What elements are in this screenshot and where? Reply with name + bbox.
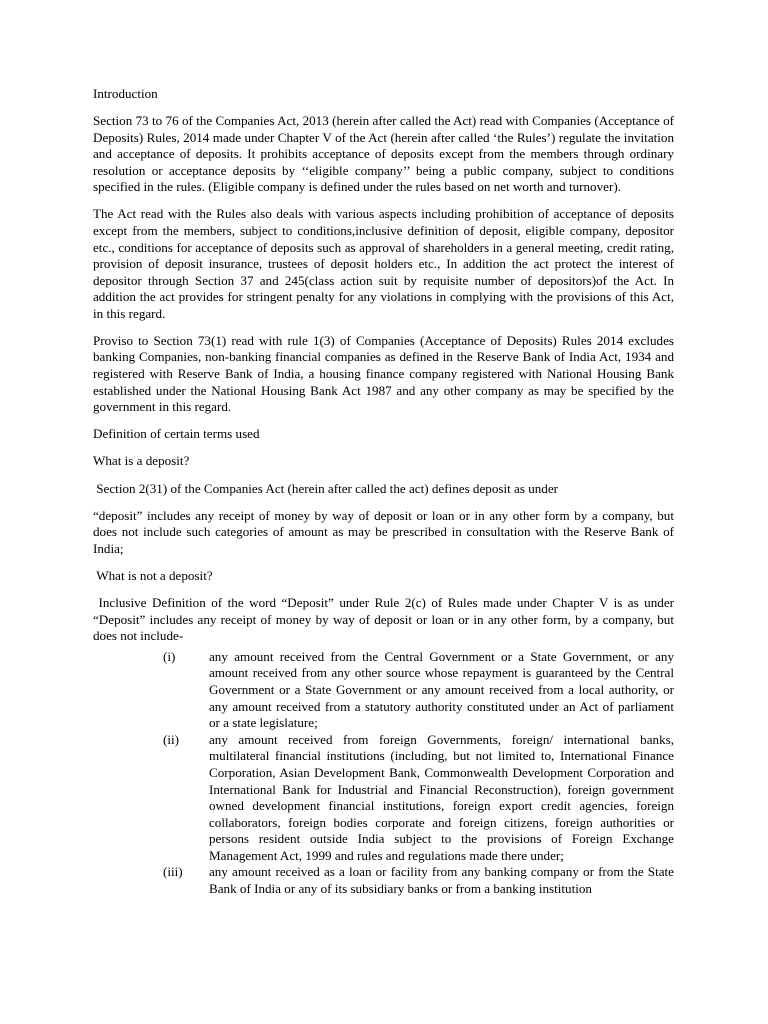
paragraph: Section 73 to 76 of the Companies Act, 2013 (herein after called the Act) read with Companies (Acceptance of Deposits) Rules, 2014 made under Chapter V of the Act (herein after called ‘the Rules’) regulate the invitation and acceptance of deposits. It prohibits acceptance of deposits except from the members through ordinary resolution or acceptance deposits by ‘‘eligible company’’ being a public company, subject to conditions specified in the rules. (Eligible company is defined under the rules based on net worth and turnover). — [93, 112, 674, 195]
deposit-definition: “deposit” includes any receipt of money by way of deposit or loan or in any other form by a company, but does not include such categories of amount as may be prescribed in consultation with the Reserve Bank of India; — [93, 507, 674, 556]
list-item-number: (iii) — [163, 864, 183, 880]
question-what-is-not-deposit: What is not a deposit? — [93, 567, 213, 583]
section-heading-introduction: Introduction — [93, 86, 158, 101]
list-item-text: any amount received as a loan or facility from any banking company or from the State Bank of India or any of its subsidiary banks or from a banking institution — [209, 864, 674, 897]
question-what-is-deposit: What is a deposit? — [93, 453, 190, 469]
list-item — [93, 864, 674, 897]
list-item — [93, 649, 674, 732]
list-item-number: (i) — [163, 648, 176, 664]
section-reference: Section 2(31) of the Companies Act (herein after called the act) defines deposit as under — [93, 480, 559, 496]
section-heading-definitions: Definition of certain terms used — [93, 426, 260, 442]
paragraph: The Act read with the Rules also deals with various aspects including prohibition of acceptance of deposits except from the members, subject to conditions,inclusive definition of deposit, eligible company, depositor etc., conditions for acceptance of deposits such as approval of shareholders in a general meeting, credit rating, provision of deposit insurance, trustees of deposit holders etc., In addition the act protect the interest of depositor through Section 37 and 245(class action suit by requisite number of depositors)of the Act. In addition the act provides for stringent penalty for any violations in complying with the provisions of this Act, in this regard. — [93, 206, 674, 321]
paragraph: Proviso to Section 73(1) read with rule 1(3) of Companies (Acceptance of Deposits) Rules 2014 excludes banking Companies, non-banking financial companies as defined in the Reserve Bank of India Act, 1934 and registered with Reserve Bank of India, a housing finance company registered with National Housing Bank established under the National Housing Bank Act 1987 and any other company as may be specified by the government in this regard. — [93, 332, 674, 415]
inclusive-definition: Inclusive Definition of the word “Deposit” under Rule 2(c) of Rules made under Chapter V is as under “Deposit” includes any receipt of money by way of deposit or loan or in any other form, by a company, but does not include- — [93, 594, 678, 644]
list-item-text: any amount received from the Central Government or a State Government, or any amount received from any other source whose repayment is guaranteed by the Central Government or a State Government or any amount received from a local authority, or any amount received from a statutory authority constituted under an Act of parliament or a state legislature; — [209, 648, 674, 731]
exclusions-list — [93, 649, 674, 898]
list-item-text: any amount received from foreign Governments, foreign/ international banks, multilateral financial institutions (including, but not limited to, International Finance Corporation, Asian Development Bank, Commonwealth Development Corporation and International Bank for Industrial and Financial Reconstruction), foreign government owned development financial institutions, foreign export credit agencies, foreign collaborators, foreign bodies corporate and foreign citizens, foreign authorities or persons resident outside India subject to the provisions of Foreign Exchange Management Act, 1999 and rules and regulations made there under; — [209, 731, 674, 863]
list-item — [93, 732, 674, 865]
document-page — [93, 86, 678, 898]
list-item-number: (ii) — [163, 731, 179, 747]
